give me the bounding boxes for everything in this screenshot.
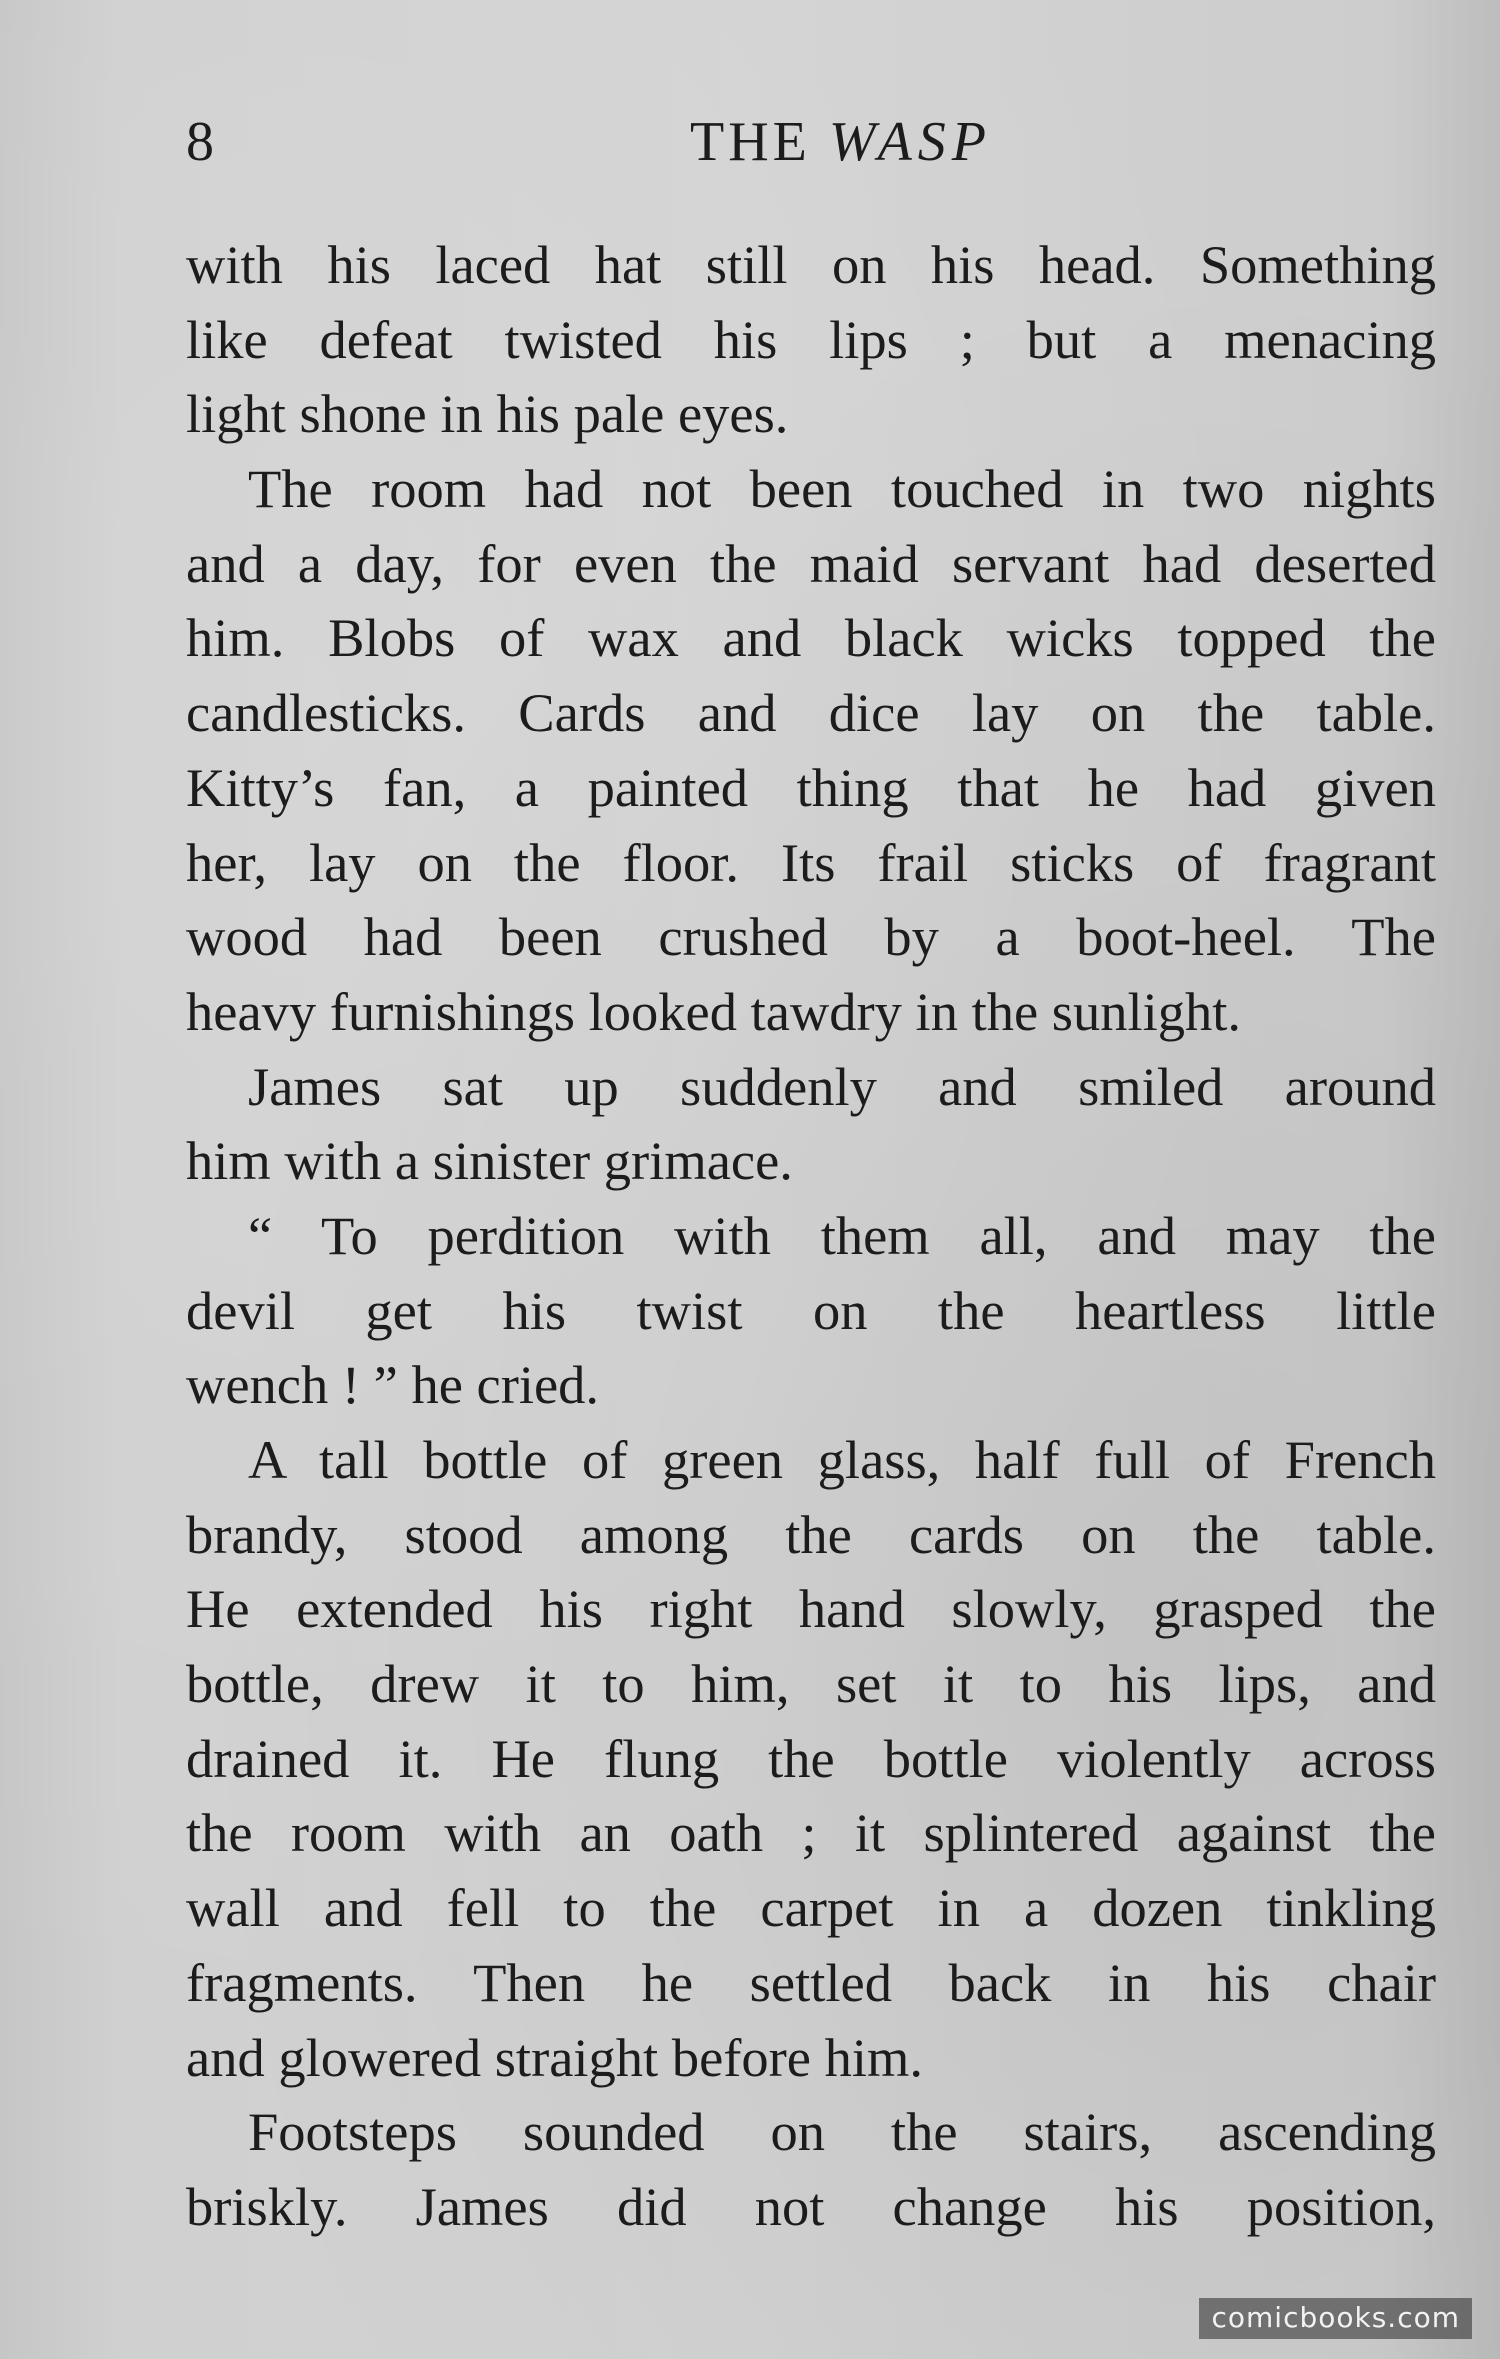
running-title-plain: THE [689,111,811,173]
text-line: heavy furnishings looked tawdry in the sunlight. [186,980,1242,1042]
text-line: her, lay on the floor. Its frail sticks of fragrant [186,831,1436,893]
watermark: comicbooks.com [1199,2298,1472,2339]
paragraph [186,1050,1436,1199]
running-title-italic: WASP [828,111,992,173]
text-line: Kitty’s fan, a painted thing that he had given [186,756,1436,818]
running-head [186,110,1436,180]
text-line: Footsteps sounded on the stairs, ascending [248,2101,1436,2163]
text-line: wench ! ” he cried. [186,1354,600,1416]
text-line: like defeat twisted his lips ; but a menacing [186,308,1436,370]
text-line: him with a sinister grimace. [186,1130,793,1192]
text-line: candlesticks. Cards and dice lay on the table. [186,682,1436,744]
text-line: brandy, stood among the cards on the table. [186,1503,1436,1565]
paragraph [186,2095,1436,2244]
running-title [186,110,1436,174]
paragraph [186,228,1436,452]
paragraph [186,1199,1436,1423]
body-text [186,228,1436,2245]
text-line: wood had been crushed by a boot-heel. The [186,906,1436,968]
text-line: him. Blobs of wax and black wicks topped the [186,607,1436,669]
text-line: and a day, for even the maid servant had deserted [186,532,1436,594]
text-line: “ To perdition with them all, and may the [248,1204,1436,1266]
text-line: and glowered straight before him. [186,2026,924,2088]
text-line: A tall bottle of green glass, half full of French [248,1429,1436,1490]
text-line: The room had not been touched in two nights [248,458,1436,520]
text-line: James sat up suddenly and smiled around [248,1055,1436,1117]
text-line: light shone in his pale eyes. [186,383,789,445]
text-line: fragments. Then he settled back in his chair [186,1951,1436,2013]
text-line: devil get his twist on the heartless little [186,1279,1436,1341]
text-line: the room with an oath ; it splintered against the [186,1802,1436,1864]
text-line: He extended his right hand slowly, grasped the [186,1578,1436,1640]
paragraph [186,452,1436,1050]
text-line: drained it. He flung the bottle violently across [186,1727,1436,1789]
paragraph [186,1423,1436,2095]
text-line: with his laced hat still on his head. Something [186,234,1436,295]
text-line: bottle, drew it to him, set it to his lips, and [186,1653,1436,1715]
page-number: 8 [186,111,215,173]
text-line: briskly. James did not change his position, [186,2175,1436,2237]
text-line: wall and fell to the carpet in a dozen tinkling [186,1877,1436,1939]
